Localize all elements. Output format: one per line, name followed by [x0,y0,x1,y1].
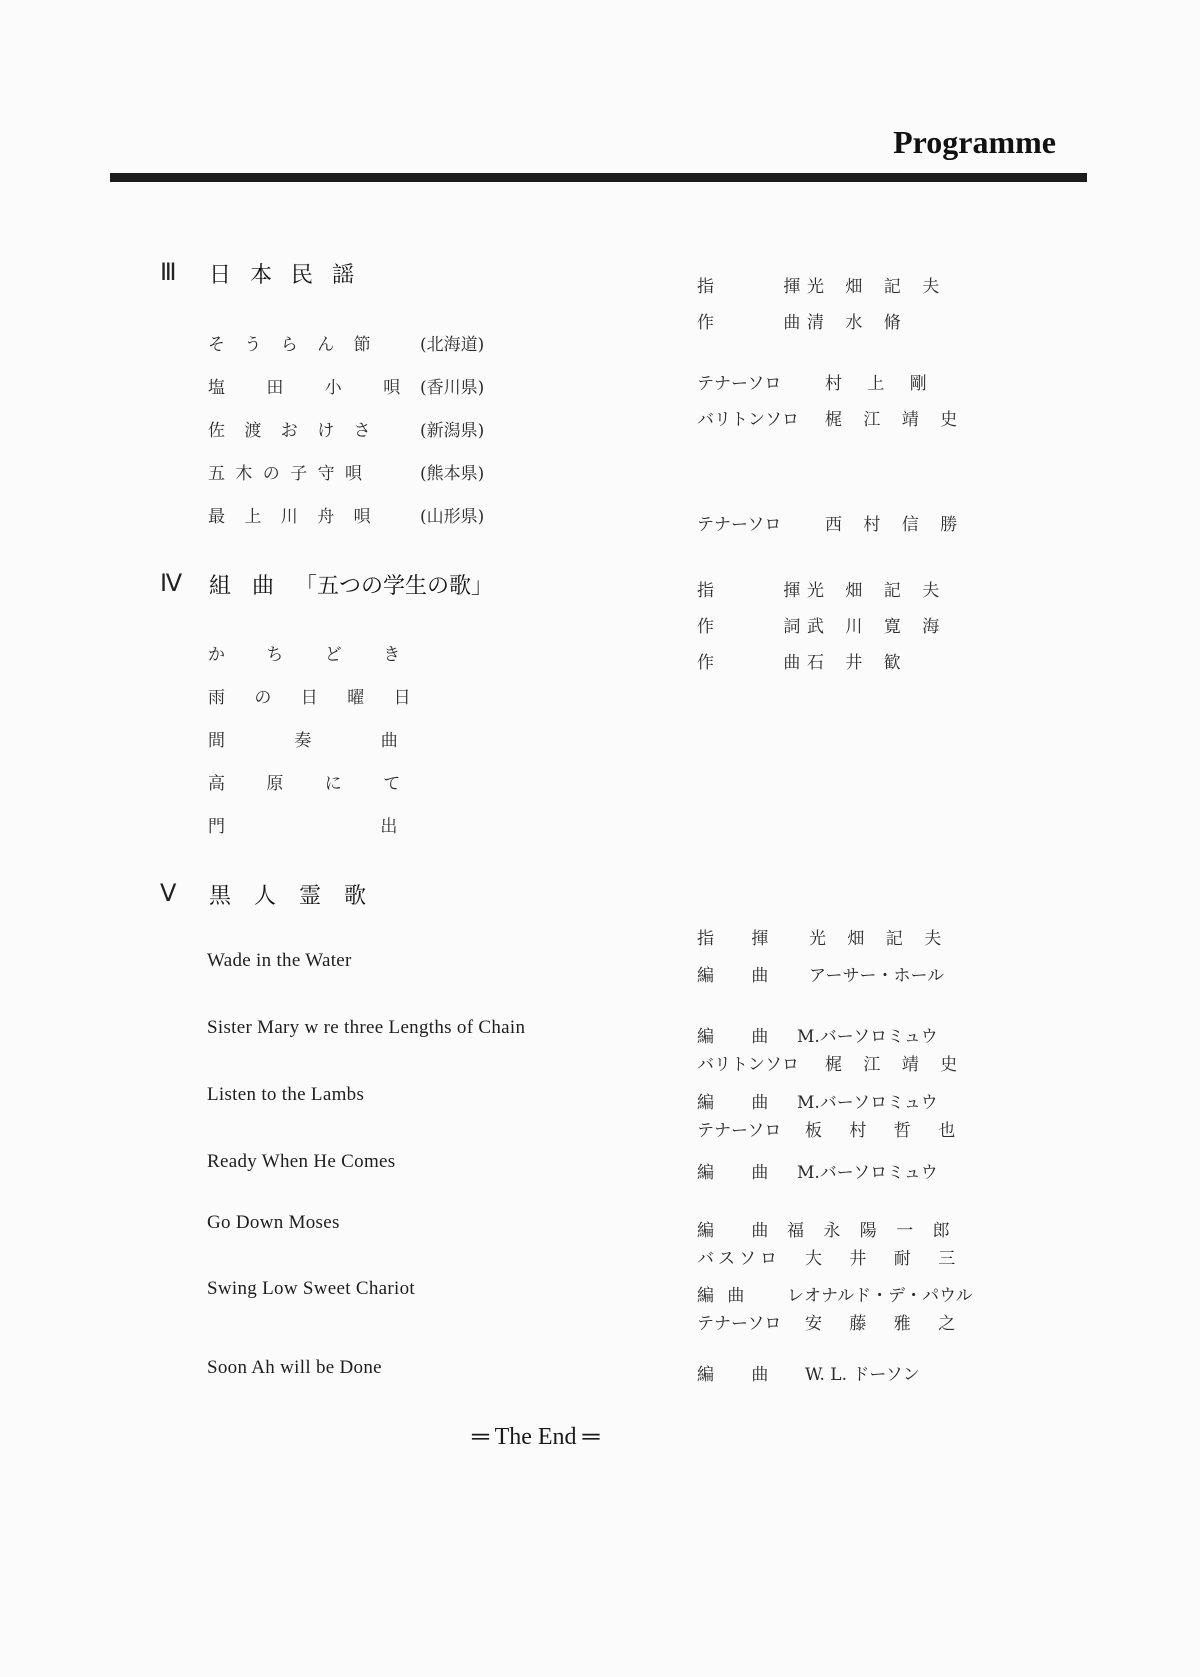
credit-role: 作 曲 [697,313,801,333]
credit-row [697,648,901,673]
section-title: 組 曲 「五つの学生の歌」 [209,574,493,599]
song-title: Sister Mary w re three Lengths of Chain [207,1017,526,1038]
credit-row [697,1116,955,1141]
credit-role: テナーソロ [697,1121,782,1141]
credit-row [697,1244,955,1269]
credit-row [697,369,927,394]
credit-row [697,405,957,430]
credit-name: 板 村 哲 也 [805,1121,956,1141]
credit-row [697,961,944,986]
credit-row [697,576,939,601]
credit-name: 安 藤 雅 之 [805,1314,956,1334]
credit-name: 福 永 陽 一 郎 [787,1221,950,1241]
credit-role: 作 曲 [697,653,801,673]
credit-name: 大 井 耐 三 [805,1249,956,1269]
credit-row [697,510,957,535]
credit-role: テナーソロ [697,515,782,535]
song-title: Listen to the Lambs [207,1084,365,1105]
header-rule [110,173,1087,182]
credit-row [697,1281,973,1306]
credit-name: 石 井 歓 [807,653,901,673]
section-number: Ⅳ [160,571,183,597]
credit-row [697,1022,938,1047]
credit-name: 村 上 剛 [825,374,927,394]
credit-role: 指 揮 [697,277,801,297]
credit-name: 梶 江 靖 史 [825,1055,958,1075]
credit-name: M.バーソロミュウ [797,1163,938,1183]
credit-role: テナーソロ [697,374,782,394]
credit-role: 作 詞 [697,617,801,637]
page-title: Programme [893,124,1056,160]
credit-role: 編 曲 [697,1027,769,1047]
song-title: 佐 渡 お け さ [208,421,371,441]
credit-row [697,272,939,297]
credit-role: テナーソロ [697,1314,782,1334]
credit-name: 光 畑 記 夫 [809,929,942,949]
song-region: (熊本県) [420,464,485,484]
section-number: Ⅴ [160,881,177,907]
song-title: そ う ら ん 節 [208,335,371,355]
section-title: 黒 人 霊 歌 [209,884,366,909]
credit-name: M.バーソロミュウ [797,1093,938,1113]
section-title: 日 本 民 謡 [209,263,354,288]
credit-row [697,1050,957,1075]
credit-role: 編 曲 [697,966,769,986]
song-title: 間 奏 曲 [208,731,398,751]
song-title: Ready When He Comes [207,1151,396,1172]
credit-role: 編 曲 [697,1221,769,1241]
song-region: (北海道) [420,335,485,355]
song-title: 塩 田 小 唄 [208,378,401,398]
credit-row [697,924,941,949]
song-title: Swing Low Sweet Chariot [207,1278,415,1299]
credit-role: 編 曲 [697,1286,745,1306]
song-title: Soon Ah will be Done [207,1357,382,1378]
section-number: Ⅲ [160,260,177,286]
song-title: 門 出 [208,817,398,837]
credit-row [697,308,901,333]
credit-name: 清 水 脩 [807,313,901,333]
credit-row [697,1309,955,1334]
credit-name: 西 村 信 勝 [825,515,958,535]
credit-name: アーサー・ホール [809,966,945,986]
credit-role: 編 曲 [697,1365,769,1385]
credit-name: 光 畑 記 夫 [807,581,940,601]
credit-role: 指 揮 [697,929,769,949]
credit-role: 編 曲 [697,1093,769,1113]
credit-name: W. L. ドーソン [805,1365,920,1385]
credit-role: バスソロ [697,1249,781,1269]
credit-name: M.バーソロミュウ [797,1027,938,1047]
credit-row [697,1216,950,1241]
credit-row [697,1158,938,1183]
credit-row [697,1360,920,1385]
credit-row [697,1088,938,1113]
song-title: 雨 の 日 曜 日 [208,688,411,708]
song-title: 五 木 の 子 守 唄 [208,464,363,484]
song-region: (山形県) [420,507,485,527]
song-title: Go Down Moses [207,1212,340,1233]
credit-name: 梶 江 靖 史 [825,410,958,430]
song-title: 高 原 に て [208,774,401,794]
song-region: (香川県) [420,378,485,398]
credit-role: バリトンソロ [697,410,799,430]
song-title: Wade in the Water [207,950,352,971]
credit-name: レオナルド・デ・パウル [787,1286,973,1306]
credit-row [697,612,939,637]
credit-role: バリトンソロ [697,1055,799,1075]
credit-role: 編 曲 [697,1163,769,1183]
credit-role: 指 揮 [697,581,801,601]
credit-name: 光 畑 記 夫 [807,277,940,297]
song-title: か ち ど き [208,645,401,665]
song-title: 最 上 川 舟 唄 [208,507,371,527]
song-region: (新潟県) [420,421,485,441]
credit-name: 武 川 寛 海 [807,617,940,637]
end-marker: ═ The End ═ [472,1424,600,1450]
